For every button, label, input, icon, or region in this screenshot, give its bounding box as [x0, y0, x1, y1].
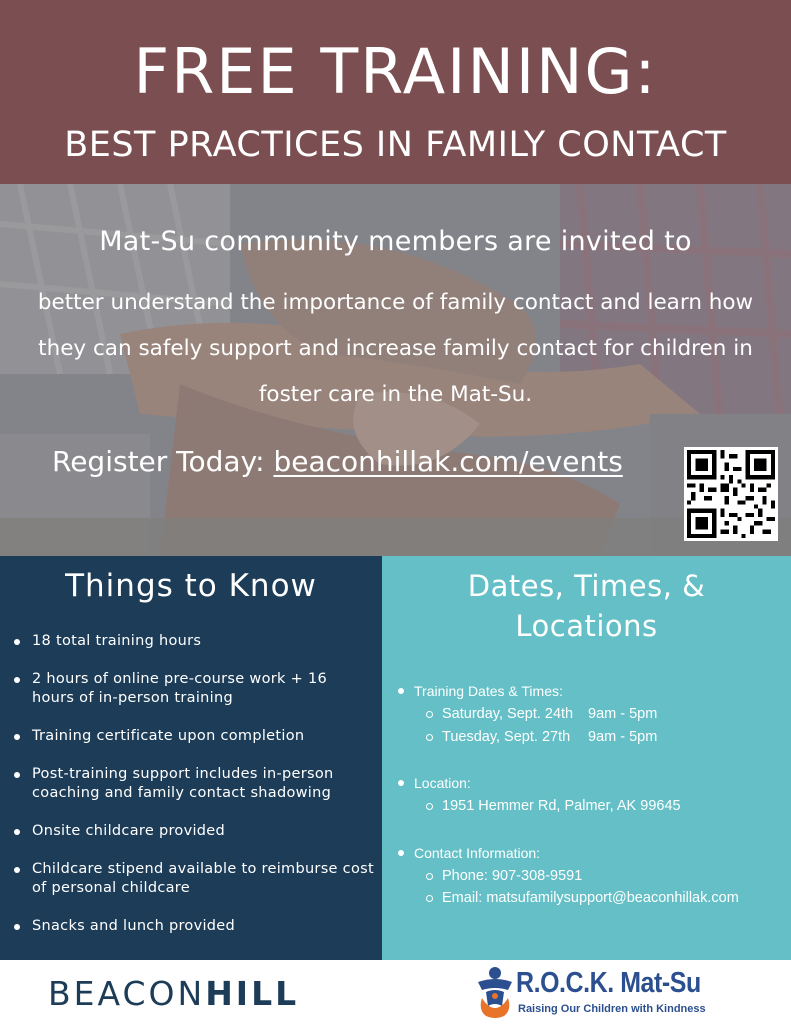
session-row	[414, 726, 788, 749]
rock-matsu-logo	[474, 964, 704, 1022]
photo-bottom-strip	[0, 518, 791, 556]
invite-intro: Mat-Su community members are invited to	[99, 226, 692, 257]
register-line	[52, 440, 623, 484]
session-date: Saturday, Sept. 24th	[442, 706, 574, 722]
location-item	[398, 772, 788, 818]
rock-matsu-name: R.O.C.K. Mat-Su	[516, 967, 701, 999]
things-to-know-heading: Things to Know	[65, 568, 317, 604]
header-banner	[0, 0, 791, 184]
register-link[interactable]: beaconhillak.com/events	[273, 445, 623, 478]
rock-family-figure-icon	[474, 966, 516, 1020]
dates-locations-panel	[382, 556, 791, 960]
session-time: 9am - 5pm	[588, 706, 658, 722]
session-list	[414, 703, 788, 748]
session-time: 9am - 5pm	[588, 728, 658, 745]
list-item: Snacks and lunch provided	[14, 917, 374, 936]
register-label: Register Today:	[52, 445, 265, 478]
contact-item	[398, 842, 788, 910]
session-row	[414, 703, 788, 726]
things-to-know-panel	[0, 556, 382, 960]
list-item: Childcare stipend available to reimburse cost of personal childcare	[14, 860, 374, 898]
beacon-hill-logo-part2: HILL	[205, 974, 300, 1013]
hands-photo-band	[0, 184, 791, 556]
contact-email[interactable]: Email: matsufamilysupport@beaconhillak.com	[414, 887, 788, 910]
footer-logos	[0, 960, 791, 1024]
contact-phone[interactable]: Phone: 907-308-9591	[414, 865, 788, 888]
beacon-hill-logo	[48, 974, 299, 1014]
qr-code-graphic	[687, 450, 775, 538]
page-subtitle: BEST PRACTICES IN FAMILY CONTACT	[64, 125, 727, 165]
things-to-know-list	[14, 632, 374, 955]
list-item: Training certificate upon completion	[14, 727, 374, 746]
beacon-hill-logo-part1: BEACON	[48, 974, 206, 1013]
list-item: 2 hours of online pre-course work + 16 hours of in-person training	[14, 670, 344, 708]
page-title: FREE TRAINING:	[133, 35, 658, 108]
session-date: Tuesday, Sept. 27th	[442, 728, 571, 745]
training-dates-item	[398, 680, 788, 748]
qr-code-icon[interactable]	[684, 447, 778, 541]
location-label: Location:	[414, 775, 471, 791]
location-sublist	[414, 795, 788, 818]
list-item: Post-training support includes in-person coaching and family contact shadowing	[14, 765, 374, 803]
dates-locations-list	[398, 680, 788, 934]
rock-matsu-tagline: Raising Our Children with Kindness	[518, 1003, 706, 1015]
dates-locations-heading	[382, 566, 791, 646]
heading-line-1: Dates, Times, &	[467, 569, 706, 603]
contact-label: Contact Information:	[414, 844, 541, 861]
training-dates-label: Training Dates & Times:	[414, 683, 563, 699]
list-item: Onsite childcare provided	[14, 822, 374, 841]
list-item: 18 total training hours	[14, 632, 374, 651]
invite-description: better understand the importance of family contact and learn how they can safely support and increase family contact for children in foster care in the Mat-Su.	[37, 290, 754, 407]
contact-sublist	[414, 865, 788, 910]
heading-line-2: Locations	[515, 609, 658, 643]
location-address: 1951 Hemmer Rd, Palmer, AK 99645	[414, 795, 788, 818]
